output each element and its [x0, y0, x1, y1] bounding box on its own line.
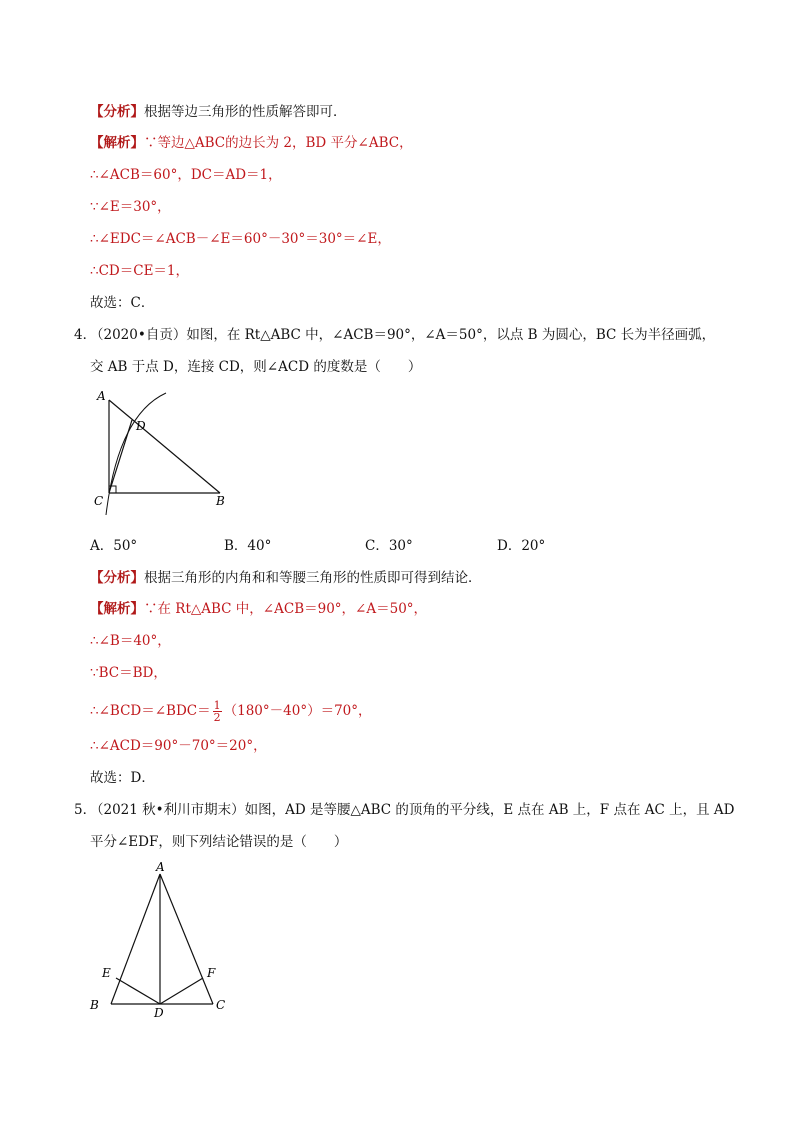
q5-source: （2021 秋•利川市期末）	[90, 802, 245, 818]
q4-stem-line1	[90, 326, 715, 344]
solution-tag: 【解析】	[90, 601, 144, 617]
fraction-half: $\frac{1}{2}$	[213, 699, 221, 724]
analysis-tag: 【分析】	[90, 104, 144, 120]
label-a: A	[97, 389, 106, 403]
label-c: C	[216, 998, 226, 1012]
q4-solution-line5: ∴∠ACD＝90°－70°＝20°，	[90, 738, 267, 754]
q5-stem-line1	[90, 801, 735, 819]
label-b: B	[216, 494, 225, 508]
q3-analysis	[90, 103, 347, 121]
q3-solution-line5: ∴CD＝CE＝1，	[90, 263, 190, 279]
q4-solution-line1	[90, 600, 427, 618]
q4-solution-line3: ∵BC＝BD，	[90, 665, 167, 681]
q4-option-d: D．20°	[497, 538, 546, 554]
label-e: E	[102, 966, 111, 980]
solution-text: ∵等边△ABC的边长为 2，BD 平分∠ABC，	[144, 135, 413, 151]
solution-tag: 【解析】	[90, 135, 144, 151]
q4-answer: 故选：D．	[90, 770, 155, 786]
q5-figure	[85, 858, 235, 1023]
q3-solution-line3: ∵∠E＝30°，	[90, 199, 171, 215]
q3-solution-line2: ∴∠ACB＝60°，DC＝AD＝1，	[90, 167, 282, 183]
label-b: B	[90, 998, 99, 1012]
q4-stem-line2: 交 AB 于点 D，连接 CD，则∠ACD 的度数是（ ）	[90, 359, 422, 375]
q5-stem-text: 如图，AD 是等腰△ABC 的顶角的平分线，E 点在 AB 上，F 点在 AC 上，且 AD	[244, 802, 735, 818]
q4-stem-text: 如图，在 Rt△ABC 中，∠ACB＝90°，∠A＝50°，以点 B 为圆心，BC 长为半径画弧，	[186, 327, 716, 343]
label-d: D	[154, 1006, 164, 1020]
q3-solution-line1	[90, 134, 413, 152]
solution-text: ∵在 Rt△ABC 中，∠ACB＝90°，∠A＝50°，	[144, 601, 428, 617]
label-f: F	[207, 966, 216, 980]
analysis-tag: 【分析】	[90, 570, 144, 586]
q4-analysis	[90, 569, 482, 587]
q4-option-c: C．30°	[365, 538, 413, 554]
label-a: A	[156, 860, 165, 874]
q5-stem-line2: 平分∠EDF，则下列结论错误的是（ ）	[90, 834, 348, 850]
q3-solution-line4: ∴∠EDC＝∠ACB－∠E＝60°－30°＝30°＝∠E，	[90, 231, 391, 247]
label-c: C	[94, 494, 104, 508]
q3-answer: 故选：C．	[90, 295, 155, 311]
q4-solution-line4: ∴∠BCD＝∠BDC＝ $\frac{1}{2}$ （180°－40°）＝70°，	[90, 699, 372, 724]
analysis-text: 根据等边三角形的性质解答即可．	[144, 104, 347, 120]
label-d: D	[136, 419, 146, 433]
q4-source: （2020•自贡）	[90, 327, 187, 343]
q4-solution-line2: ∴∠B＝40°，	[90, 633, 171, 649]
analysis-text: 根据三角形的内角和和等腰三角形的性质即可得到结论．	[144, 570, 482, 586]
q4-option-b: B．40°	[224, 538, 272, 554]
q5-number: 5．	[74, 802, 97, 818]
q4-option-a: A．50°	[90, 538, 138, 554]
q4-number: 4．	[74, 327, 97, 343]
q4-figure	[88, 385, 238, 520]
